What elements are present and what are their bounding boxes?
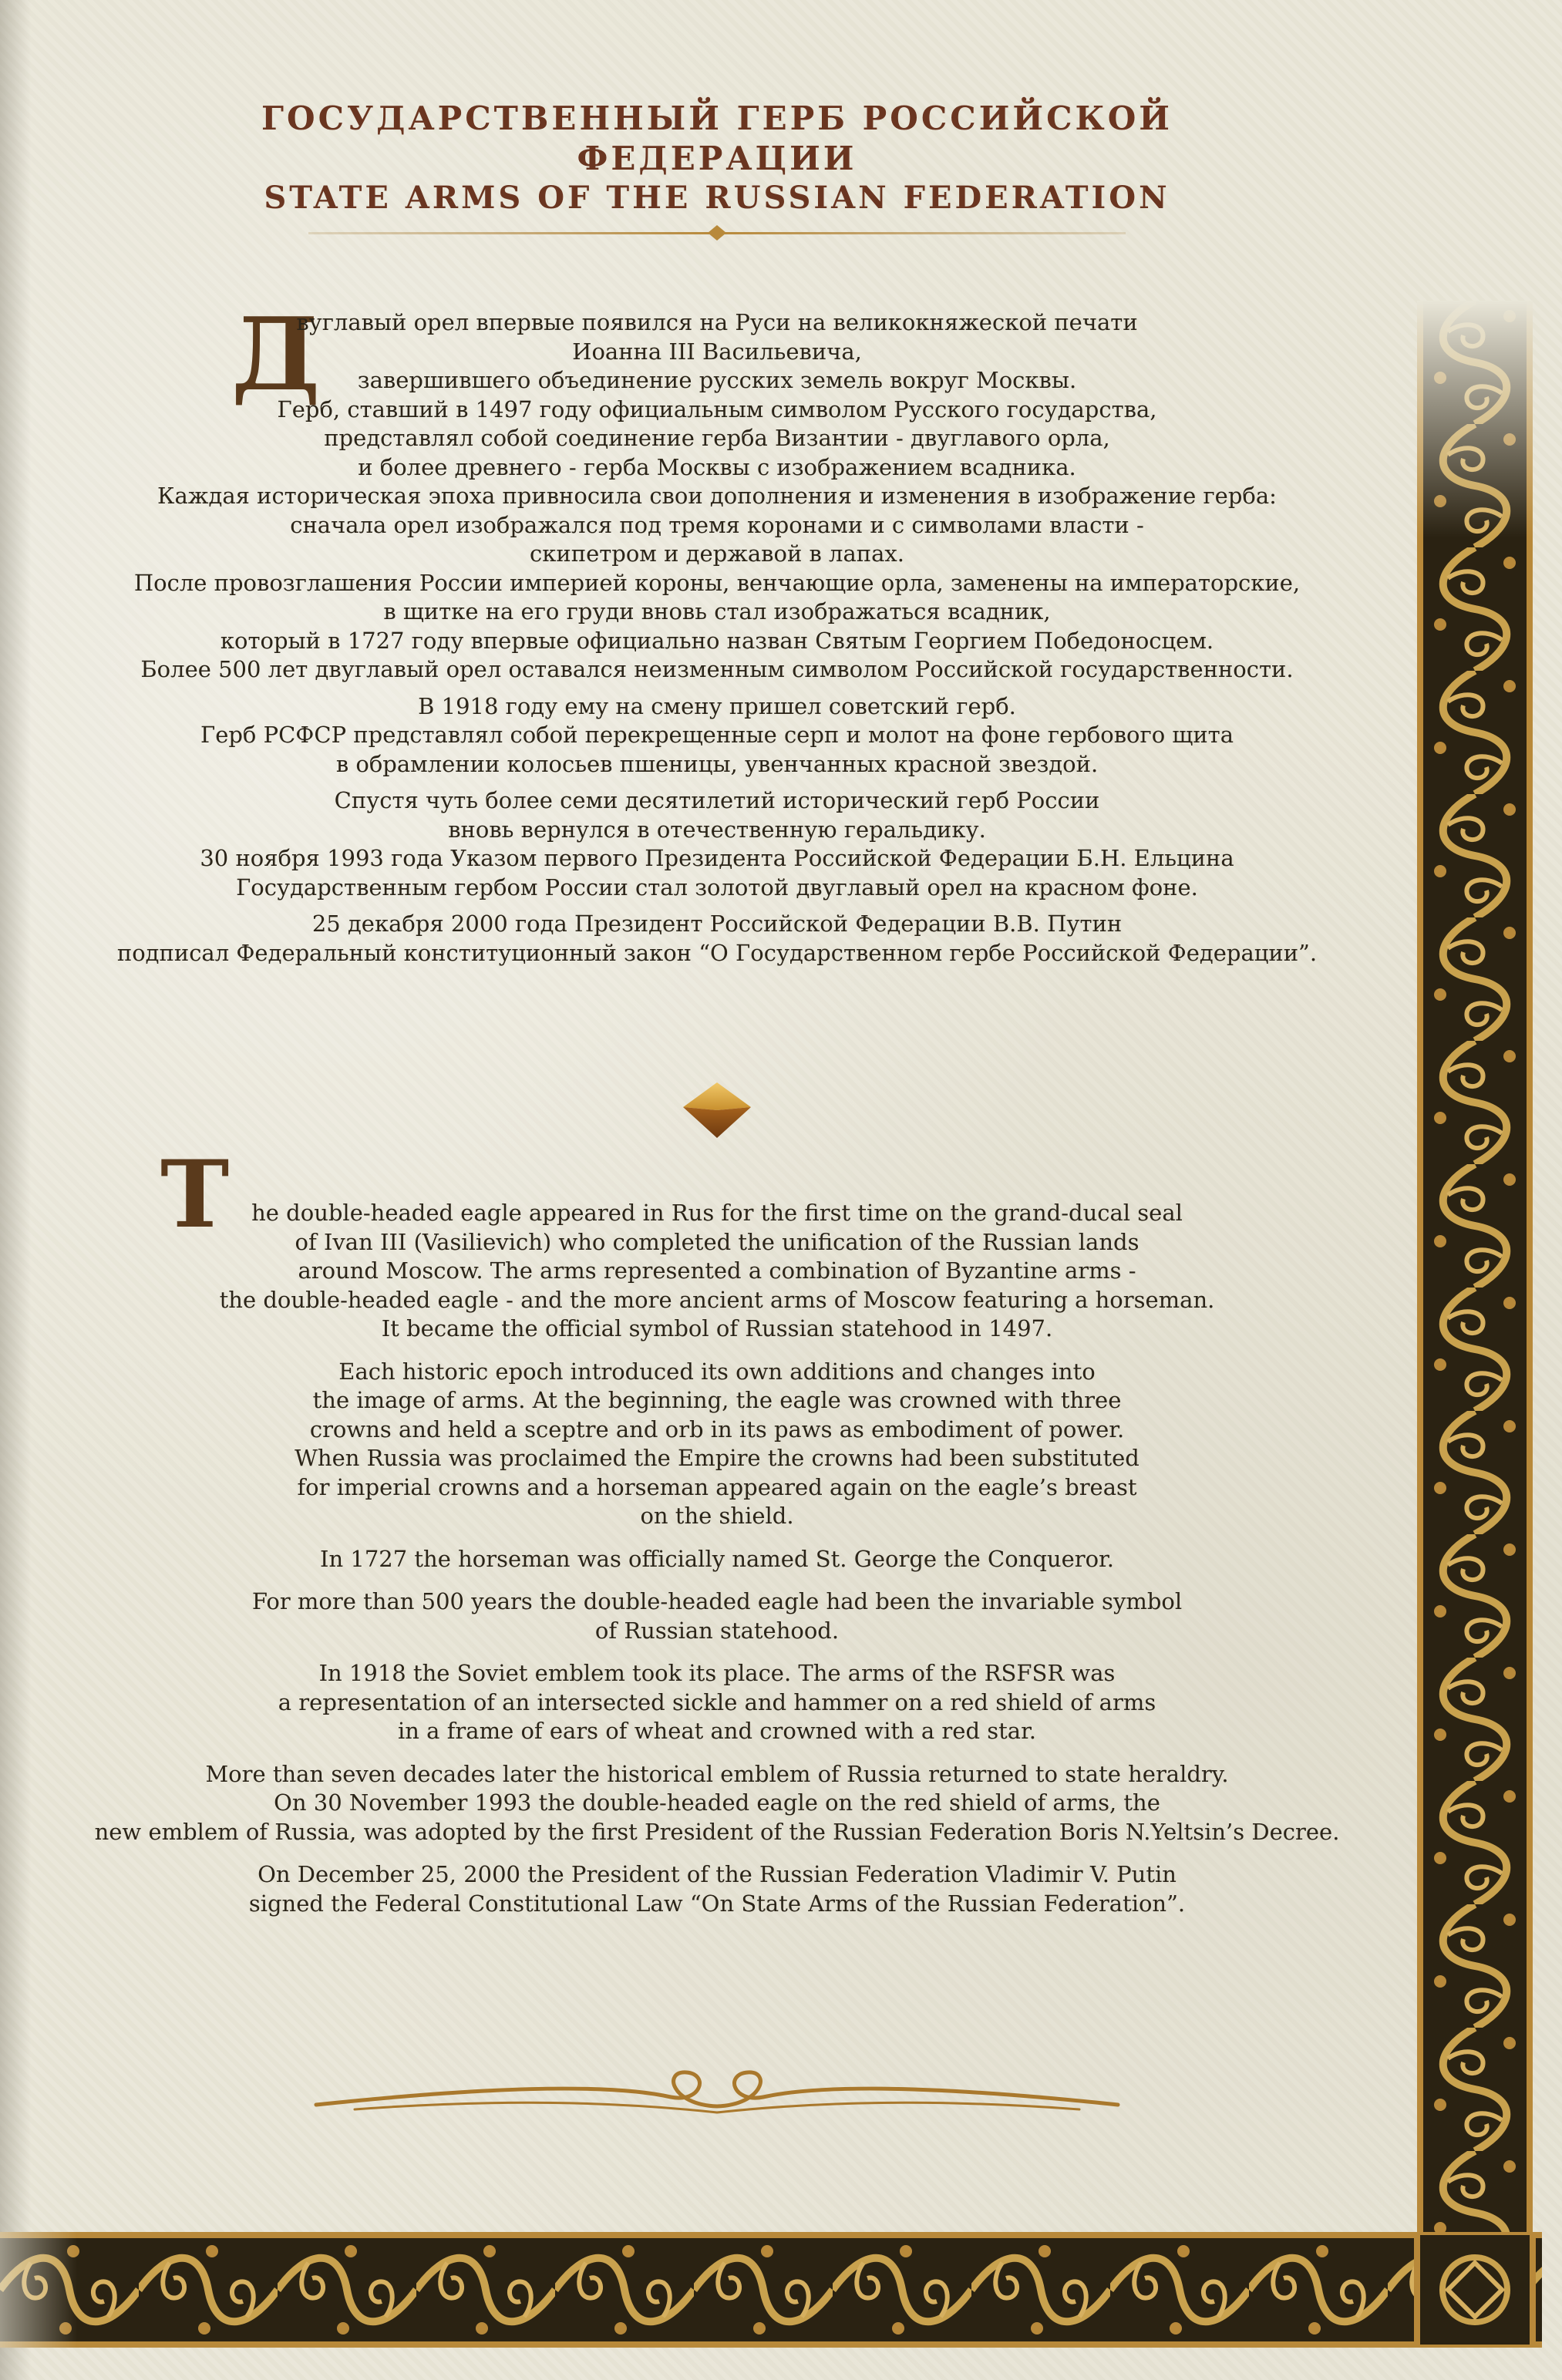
russian-text-line: После провозглашения России империей короны, венчающие орла, заменены на императорские, — [133, 569, 1301, 596]
russian-paragraph — [85, 308, 1349, 685]
english-text-line: on the shield. — [640, 1503, 794, 1529]
english-text-line: he double-headed eagle appeared in Rus for the first time on the grand-ducal seal — [251, 1200, 1183, 1226]
english-text-line: When Russia was proclaimed the Empire the crowns had been substituted — [295, 1445, 1140, 1471]
russian-text-line: завершившего объединение русских земель вокруг Москвы. — [357, 367, 1077, 393]
english-text-line: crowns and held a sceptre and orb in its paws as embodiment of power. — [309, 1416, 1125, 1442]
english-text-line: It became the official symbol of Russian statehood in 1497. — [381, 1315, 1053, 1341]
dropcap-english: T — [160, 1140, 230, 1249]
russian-text-line: в обрамлении колосьев пшеницы, увенчанных красной звездой. — [335, 750, 1099, 777]
english-text-line: More than seven decades later the historical emblem of Russia returned to state heraldry. — [205, 1760, 1229, 1787]
russian-text-line: Герб, ставший в 1497 году официальным символом Русского государства, — [277, 396, 1157, 422]
russian-text-line: подписал Федеральный конституционный закон “О Государственном гербе Российской Федерации”. — [116, 939, 1318, 966]
english-text-line: On 30 November 1993 the double-headed eagle on the red shield of arms, the — [274, 1789, 1160, 1816]
russian-text-line: вновь вернулся в отечественную геральдику. — [448, 816, 986, 843]
russian-paragraph — [85, 692, 1349, 779]
english-paragraph — [31, 1659, 1403, 1746]
russian-text-line: сначала орел изображался под тремя коронами и с символами власти - — [290, 511, 1144, 538]
english-text-line: of Ivan III (Vasilievich) who completed the unification of the Russian lands — [295, 1228, 1140, 1255]
english-text-line: in a frame of ears of wheat and crowned with a red star. — [398, 1718, 1036, 1744]
russian-text-line: Иоанна III Васильевича, — [572, 338, 862, 365]
russian-text-line: Каждая историческая эпоха привносила свои дополнения и изменения в изображение герба: — [157, 483, 1277, 509]
english-text-line: new emblem of Russia, was adopted by the first President of the Russian Federation Boris N.Yeltsin’s Decree. — [94, 1818, 1340, 1845]
english-paragraph — [31, 1199, 1403, 1344]
english-text-line: For more than 500 years the double-headed eagle had been the invariable symbol — [251, 1588, 1183, 1614]
russian-text-line: представлял собой соединение герба Византии - двуглавого орла, — [324, 425, 1110, 451]
english-paragraph — [31, 1587, 1403, 1645]
russian-text-line: скипетром и державой в лапах. — [530, 540, 904, 567]
title-russian: ГОСУДАРСТВЕННЫЙ ГЕРБ РОССИЙСКОЙ ФЕДЕРАЦИИ — [261, 99, 1173, 177]
english-text-line: On December 25, 2000 the President of the Russian Federation Vladimir V. Putin — [258, 1861, 1177, 1887]
english-text-line: around Moscow. The arms represented a combination of Byzantine arms - — [298, 1257, 1136, 1284]
decorative-border-bottom — [0, 2232, 1542, 2348]
russian-text-line: В 1918 году ему на смену пришел советский герб. — [418, 692, 1016, 719]
diamond-divider-icon — [680, 1079, 754, 1141]
russian-text-line: в щитке на его груди вновь стал изображаться всадник, — [383, 598, 1051, 624]
english-paragraph — [31, 1545, 1403, 1574]
english-text-line: of Russian statehood. — [594, 1617, 840, 1644]
english-text-line: signed the Federal Constitutional Law “On State Arms of the Russian Federation”. — [248, 1890, 1186, 1917]
header-divider-rule — [308, 224, 1126, 242]
russian-text-line: 25 декабря 2000 года Президент Российской Федерации В.В. Путин — [311, 911, 1123, 937]
english-text-block — [31, 1199, 1403, 1932]
english-paragraph — [31, 1860, 1403, 1918]
russian-text-block — [85, 308, 1349, 975]
russian-text-line: Герб РСФСР представлял собой перекрещенные серп и молот на фоне гербового щита — [200, 722, 1234, 748]
russian-text-line: Более 500 лет двуглавый орел оставался неизменным символом Российской государственности. — [140, 656, 1294, 682]
english-text-line: for imperial crowns and a horseman appeared again on the eagle’s breast — [297, 1473, 1137, 1500]
english-paragraph — [31, 1358, 1403, 1531]
russian-text-line: который в 1727 году впервые официально назван Святым Георгием Победоносцем. — [220, 627, 1214, 654]
russian-text-line: 30 ноября 1993 года Указом первого Президента Российской Федерации Б.Н. Ельцина — [200, 845, 1234, 871]
bottom-flourish-ornament — [308, 2059, 1126, 2128]
russian-text-line: и более древнего - герба Москвы с изображением всадника. — [358, 453, 1076, 480]
russian-text-line: вуглавый орел впервые появился на Руси на великокняжеской печати — [296, 309, 1138, 335]
russian-text-line: Спустя чуть более семи десятилетий исторический герб России — [334, 787, 1100, 813]
english-text-line: the double-headed eagle - and the more ancient arms of Moscow featuring a horseman. — [219, 1286, 1215, 1313]
english-text-line: a representation of an intersected sickle and hammer on a red shield of arms — [278, 1688, 1156, 1715]
dropcap-russian: Д — [231, 295, 321, 413]
english-text-line: Each historic epoch introduced its own additions and changes into — [338, 1358, 1096, 1385]
english-text-line: In 1727 the horseman was officially named St. George the Conqueror. — [320, 1545, 1114, 1572]
english-paragraph — [31, 1760, 1403, 1847]
title-english: STATE ARMS OF THE RUSSIAN FEDERATION — [264, 180, 1170, 216]
english-text-line: In 1918 the Soviet emblem took its place. The arms of the RSFSR was — [318, 1660, 1116, 1686]
decorative-border-right — [1417, 301, 1533, 2274]
russian-text-line: Государственным гербом России стал золотой двуглавый орел на красном фоне. — [236, 874, 1198, 900]
english-text-line: the image of arms. At the beginning, the eagle was crowned with three — [312, 1387, 1122, 1413]
page-edge-shadow — [0, 0, 31, 2380]
russian-paragraph — [85, 910, 1349, 968]
header — [139, 99, 1295, 242]
russian-paragraph — [85, 786, 1349, 902]
